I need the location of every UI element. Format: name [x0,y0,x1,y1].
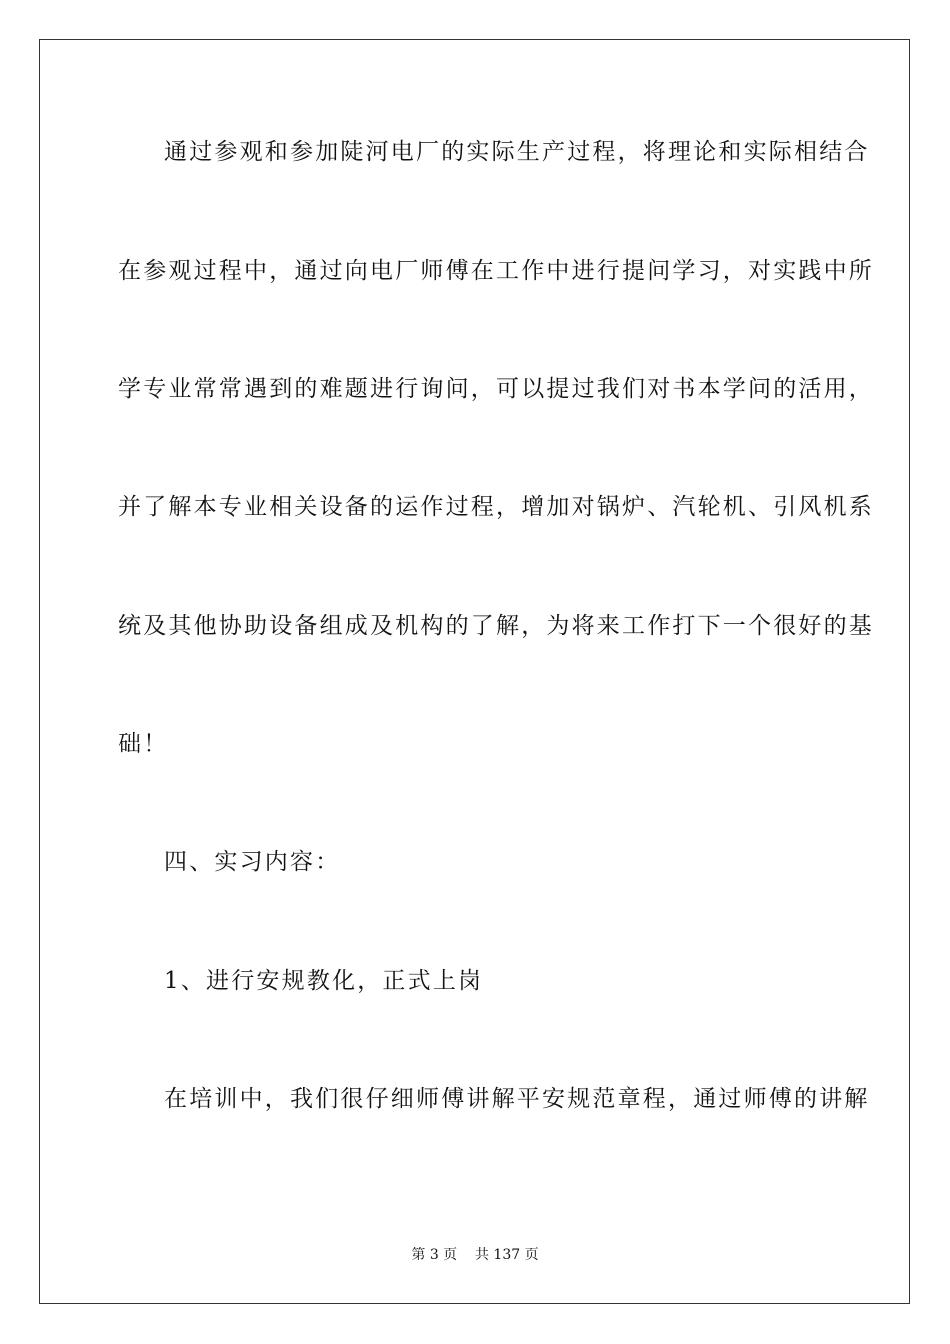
subsection-heading: 1、进行安规教化，正式上岗 [164,968,484,994]
page-number-footer: 第 3 页 共 137 页 [411,1247,539,1263]
paragraph-line-1: 通过参观和参加陡河电厂的实际生产过程，将理论和实际相结合 [164,139,870,165]
section-heading: 四、实习内容： [164,849,341,875]
paragraph-line-7: 在培训中，我们很仔细师傅讲解平安规范章程，通过师傅的讲解 [164,1086,870,1112]
paragraph-line-2: 在参观过程中，通过向电厂师傅在工作中进行提问学习，对实践中所 [118,258,874,284]
paragraph-line-3: 学专业常常遇到的难题进行询问，可以提过我们对书本学问的活用， [118,376,874,402]
paragraph-line-5: 统及其他协助设备组成及机构的了解，为将来工作打下一个很好的基 [118,613,874,639]
paragraph-line-6: 础！ [118,731,169,757]
paragraph-line-4: 并了解本专业相关设备的运作过程，增加对锅炉、汽轮机、引风机系 [118,494,874,520]
page-border [39,39,910,1304]
